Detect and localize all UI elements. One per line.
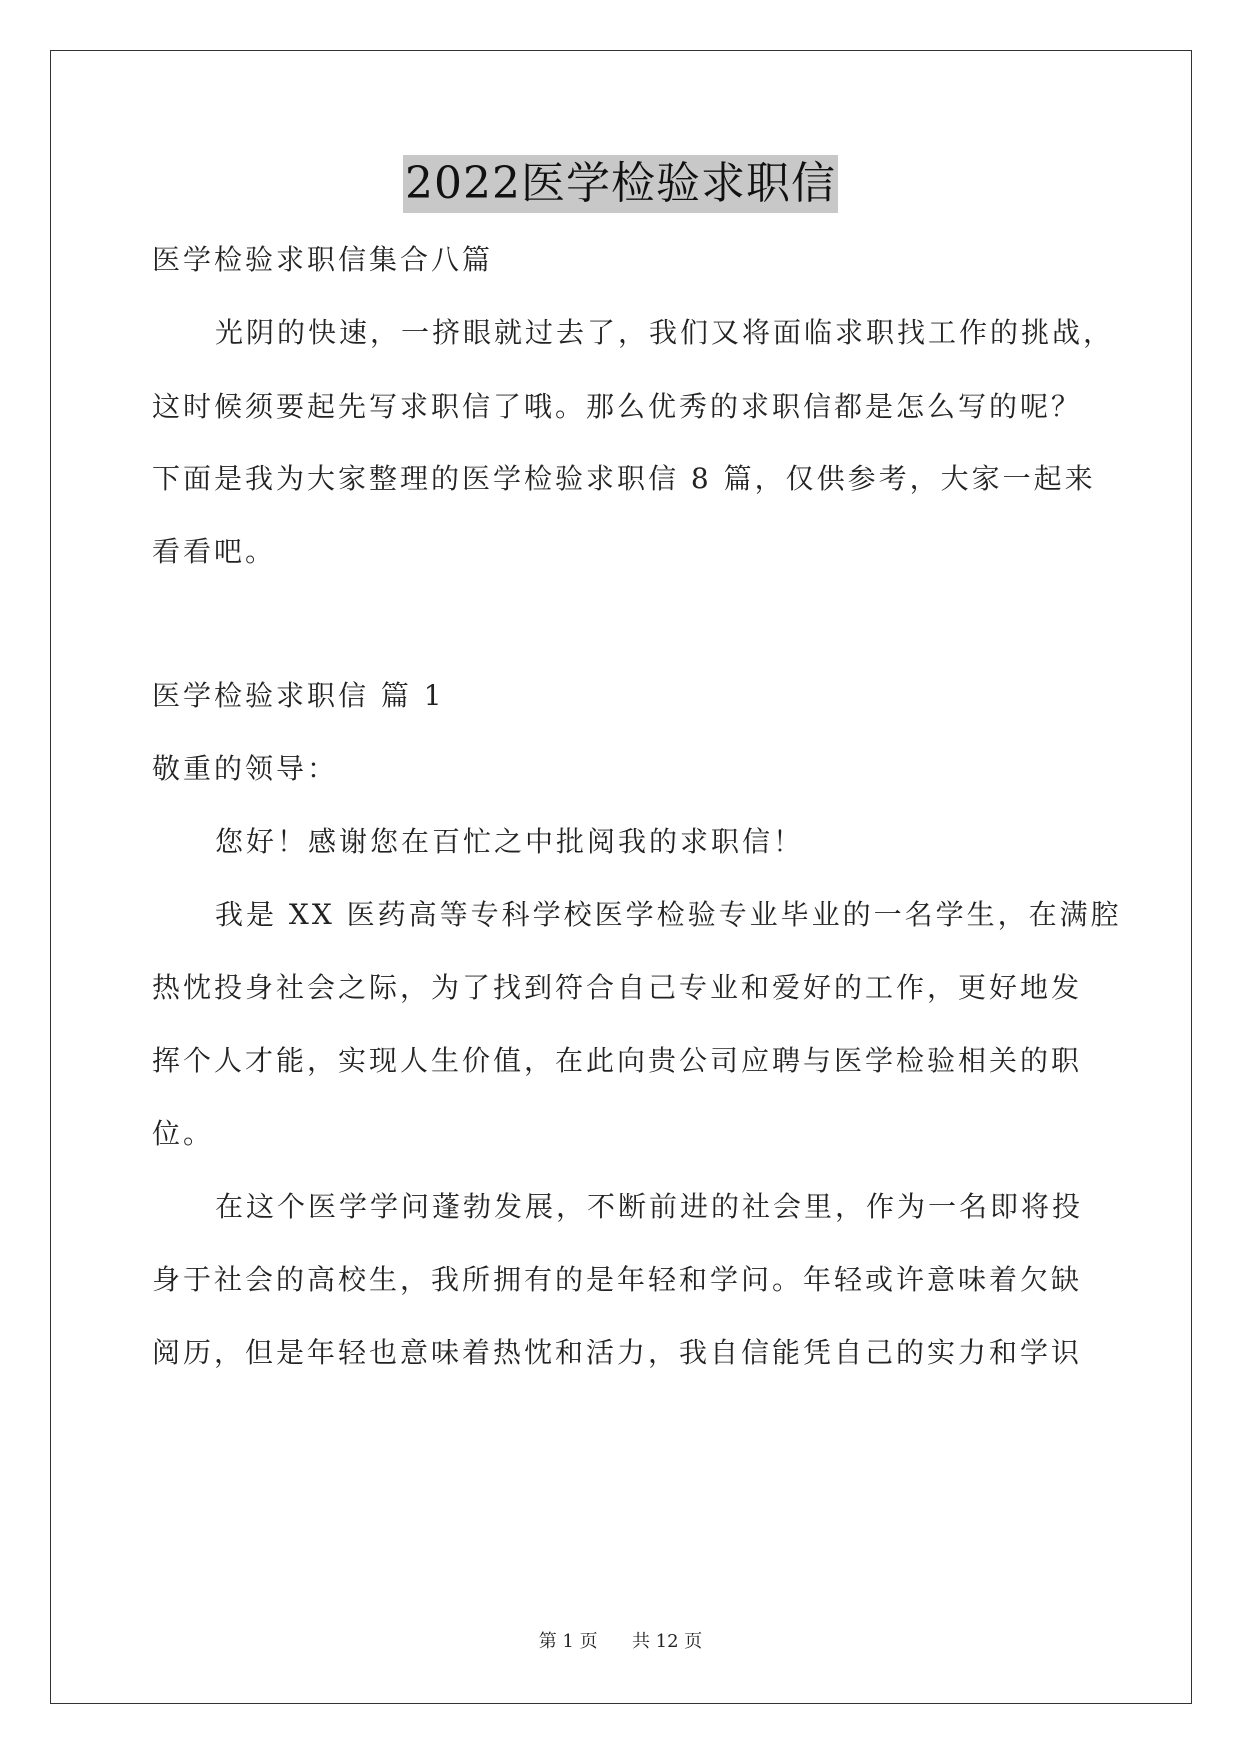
intro-line-4: 看看吧。 <box>152 535 277 568</box>
paragraph1-line-1: 我是 XX 医药高等专科学校医学检验专业毕业的一名学生，在满腔 <box>215 898 1122 931</box>
page-number: 第 1 页 <box>538 1631 598 1652</box>
paragraph2-line-1: 在这个医学学问蓬勃发展，不断前进的社会里，作为一名即将投 <box>215 1190 1084 1223</box>
paragraph1-line-4: 位。 <box>152 1117 215 1150</box>
greeting: 您好！感谢您在百忙之中批阅我的求职信！ <box>215 825 805 858</box>
page-footer <box>0 1630 1241 1654</box>
title-container <box>0 155 1241 213</box>
page-border <box>50 50 1192 1704</box>
document-title: 2022医学检验求职信 <box>403 155 838 213</box>
paragraph2-line-3: 阅历，但是年轻也意味着热忱和活力，我自信能凭自己的实力和学识 <box>152 1336 1083 1369</box>
section-heading: 医学检验求职信 篇 1 <box>152 679 445 712</box>
footer-spacer <box>603 1631 626 1652</box>
paragraph1-line-3: 挥个人才能，实现人生价值，在此向贵公司应聘与医学检验相关的职 <box>152 1044 1083 1077</box>
salutation: 敬重的领导： <box>152 752 339 785</box>
intro-line-2: 这时候须要起先写求职信了哦。那么优秀的求职信都是怎么写的呢？ <box>152 390 1083 423</box>
page-total: 共 12 页 <box>631 1631 703 1652</box>
paragraph1-line-2: 热忱投身社会之际，为了找到符合自己专业和爱好的工作，更好地发 <box>152 971 1083 1004</box>
intro-line-3: 下面是我为大家整理的医学检验求职信 8 篇，仅供参考，大家一起来 <box>152 462 1096 495</box>
paragraph2-line-2: 身于社会的高校生，我所拥有的是年轻和学问。年轻或许意味着欠缺 <box>152 1263 1083 1296</box>
intro-line-1: 光阴的快速，一挤眼就过去了，我们又将面临求职找工作的挑战， <box>215 316 1115 349</box>
subtitle: 医学检验求职信集合八篇 <box>152 243 494 276</box>
